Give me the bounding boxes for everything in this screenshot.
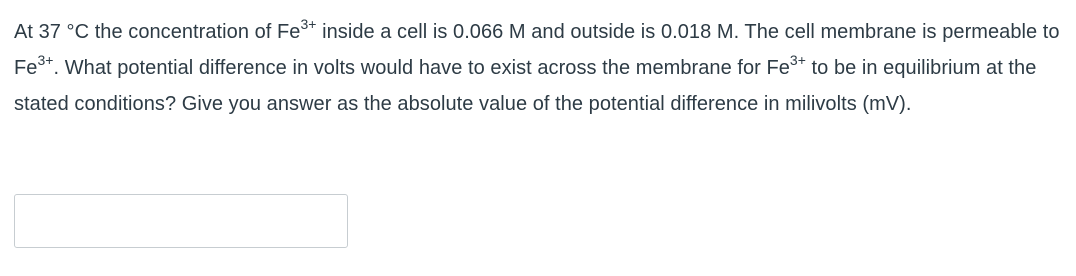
question-segment-2: inside a cell is 0.066 M and outside is 0.018 M. The cell membrane is permeable to Fe xyxy=(14,21,1060,79)
question-segment-4: to be in equilibrium at the stated conditions? Give you answer as the absolute value of the potential difference in milivolts (mV). xyxy=(14,57,1037,115)
question-segment-3: . What potential difference in volts would have to exist across the membrane for Fe xyxy=(53,57,790,79)
question-text xyxy=(14,14,1064,122)
iron-charge-superscript-1: 3+ xyxy=(300,16,317,33)
answer-input[interactable] xyxy=(14,194,348,248)
iron-charge-superscript-3: 3+ xyxy=(789,52,806,69)
question-segment-1: At 37 °C the concentration of Fe xyxy=(14,21,301,43)
iron-charge-superscript-2: 3+ xyxy=(37,52,54,69)
question-paragraph xyxy=(14,14,1064,122)
